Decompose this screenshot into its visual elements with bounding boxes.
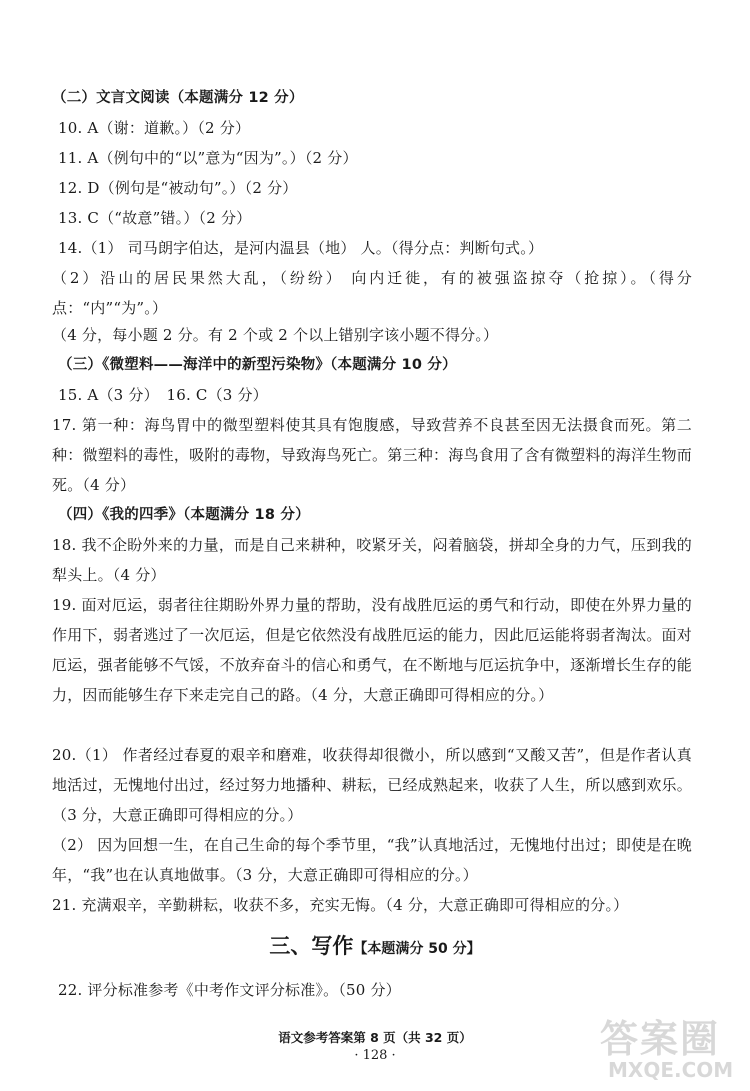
writing-heading-score: 【本题满分 50 分】 xyxy=(353,941,481,957)
answer-20-1: 20.（1） 作者经过春夏的艰辛和磨难，收获得却很微小，所以感到“又酸又苦”，但是作者认真地活过，无愧地付出过，经过努力地播种、耕耘，已经成熟起来，收获了人生，所以感到欢乐。（3 分，大意正确即可得相应的分。） xyxy=(52,746,692,824)
answer-21: 21. 充满艰辛，辛勤耕耘，收获不多，充实无悔。（4 分，大意正确即可得相应的分。） xyxy=(52,896,629,914)
section-heading-classical-reading: （二）文言文阅读（本题满分 12 分） xyxy=(52,90,304,106)
answer-15-16: 15. A（3 分） 16. C（3 分） xyxy=(58,386,268,404)
answer-14-note: （4 分，每小题 2 分。有 2 个或 2 个以上错别字该小题不得分。） xyxy=(52,326,499,344)
section-heading-writing xyxy=(0,930,750,960)
answer-14-1: 14.（1） 司马朗字伯达，是河内温县（地） 人。（得分点：判断句式。） xyxy=(58,239,544,257)
answer-17: 17. 第一种：海鸟胃中的微型塑料使其具有饱腹感，导致营养不良甚至因无法摄食而死。第二种：微塑料的毒性，吸附的毒物，导致海鸟死亡。第三种：海鸟食用了含有微塑料的海洋生物而死。（4 分） xyxy=(52,416,692,494)
answer-19: 19. 面对厄运，弱者往往期盼外界力量的帮助，没有战胜厄运的勇气和行动，即使在外界力量的作用下，弱者逃过了一次厄运，但是它依然没有战胜厄运的能力，因此厄运能将弱者淘汰。面对厄运，强者能够不气馁，不放弃奋斗的信心和勇气，在不断地与厄运抗争中，逐渐增长生存的能力，因而能够生存下来走完自己的路。（4 分，大意正确即可得相应的分。） xyxy=(52,596,692,704)
section-heading-microplastics: （三）《微塑料——海洋中的新型污染物》（本题满分 10 分） xyxy=(58,357,457,373)
answer-13: 13. C（“故意”错。）（2 分） xyxy=(58,209,252,227)
answer-14-2: （2）沿山的居民果然大乱，（纷纷） 向内迁徙，有的被强盗掠夺（抢掠）。（得分点：“内”“为”。） xyxy=(52,269,692,317)
writing-heading-title: 三、写作 xyxy=(269,934,354,958)
watermark-url: MXQE.COM xyxy=(608,1058,734,1082)
answer-18: 18. 我不企盼外来的力量，而是自己来耕种，咬紧牙关，闷着脑袋，拼却全身的力气，压到我的犁头上。（4 分） xyxy=(52,536,692,584)
watermark-logo xyxy=(590,1008,740,1088)
page-footer-label: 语文参考答案第 8 页（共 32 页） xyxy=(278,1030,472,1045)
answer-10: 10. A（谢：道歉。）（2 分） xyxy=(58,119,251,137)
section-heading-my-four-seasons: （四）《我的四季》（本题满分 18 分） xyxy=(58,507,310,523)
watermark-logo-text: 答案圈 xyxy=(600,1017,721,1061)
answer-11: 11. A（例句中的“以”意为“因为”。）（2 分） xyxy=(58,149,358,167)
answer-22: 22. 评分标准参考《中考作文评分标准》。（50 分） xyxy=(58,981,401,999)
answer-12: 12. D（例句是“被动句”。）（2 分） xyxy=(58,179,298,197)
page-number: · 128 · xyxy=(354,1048,396,1063)
answer-20-2: （2） 因为回想一生，在自己生命的每个季节里，“我”认真地活过，无愧地付出过；即使是在晚年，“我”也在认真地做事。（3 分，大意正确即可得相应的分。） xyxy=(52,836,692,884)
